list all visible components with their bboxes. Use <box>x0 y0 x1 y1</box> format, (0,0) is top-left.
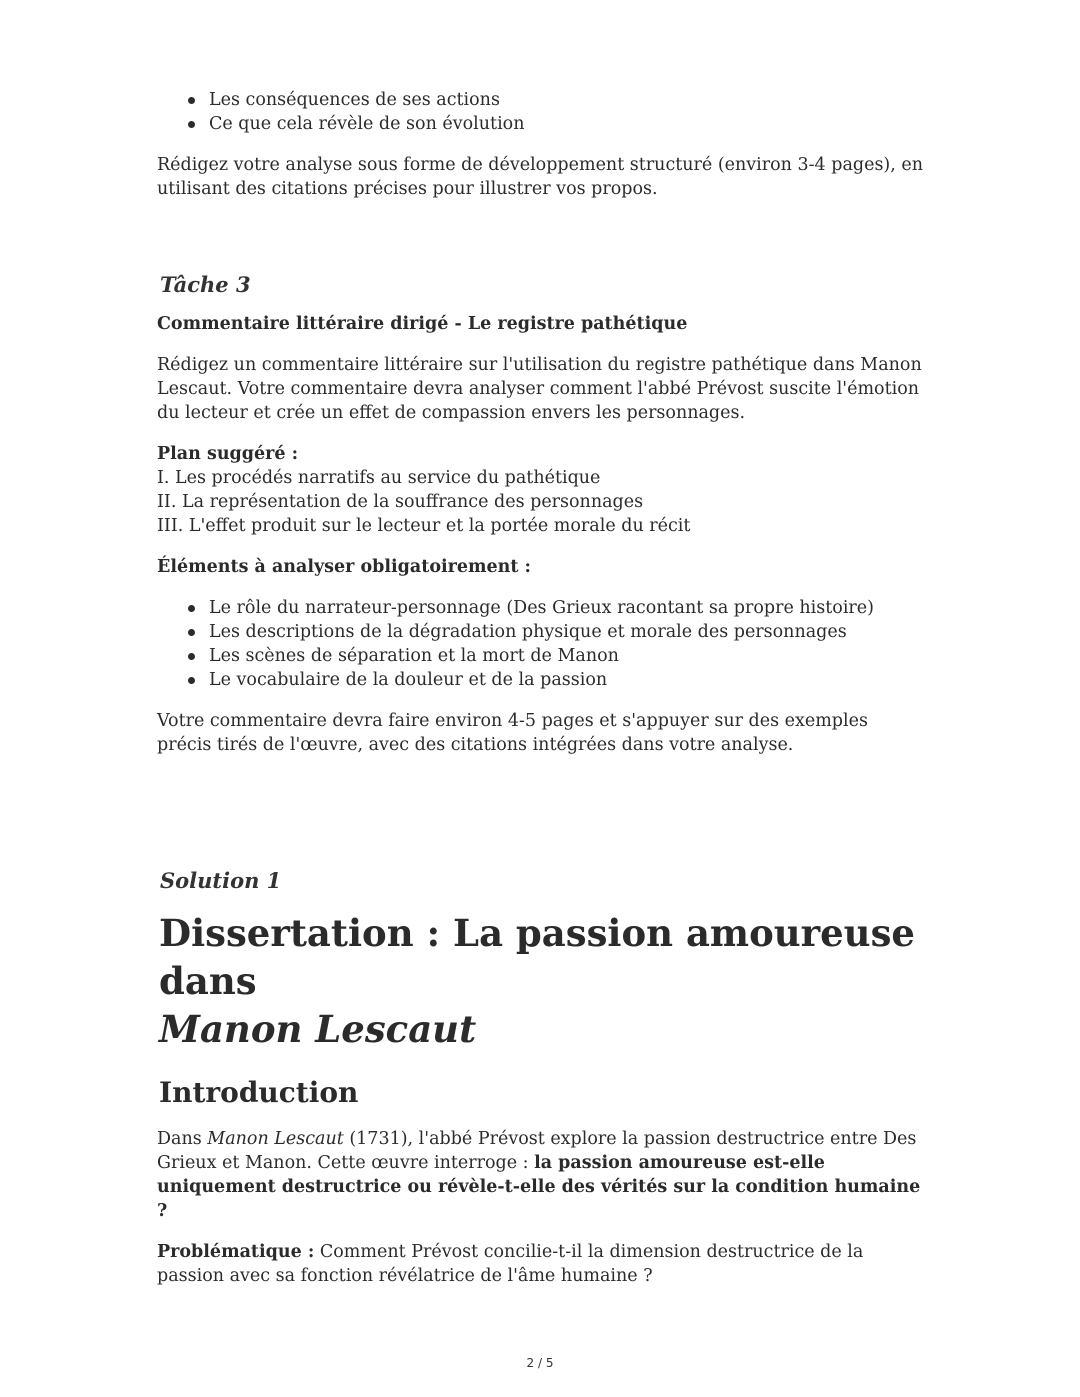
intro-question: la passion amoureuse est-elle uniquement destructrice ou révèle-t-elle des vérités sur la condition humaine ? <box>157 1153 921 1221</box>
plan-label: Plan suggéré : <box>157 444 299 464</box>
page-content <box>157 88 927 1288</box>
solution1-label: Solution 1 <box>160 868 282 893</box>
list-item: Les descriptions de la dégradation physique et morale des personnages <box>209 620 927 644</box>
list-item: Les scènes de séparation et la mort de Manon <box>209 644 927 668</box>
suggested-plan <box>157 442 927 538</box>
dissertation-title-main: Dissertation : La passion amoureuse dans <box>159 911 915 1003</box>
plan-item: III. L'effet produit sur le lecteur et la portée morale du récit <box>157 516 691 536</box>
task3-label: Tâche 3 <box>160 272 251 297</box>
plan-item: I. Les procédés narratifs au service du pathétique <box>157 468 601 488</box>
plan-item: II. La représentation de la souffrance des personnages <box>157 492 644 512</box>
page-number: 2 / 5 <box>526 1356 554 1370</box>
list-item: Le rôle du narrateur-personnage (Des Grieux racontant sa propre histoire) <box>209 596 927 620</box>
elements-list <box>157 596 927 692</box>
task3-title: Commentaire littéraire dirigé - Le registre pathétique <box>157 314 688 334</box>
intro-text: (1731), l'abbé Prévost explore la passion destructrice entre Des Grieux et Manon. Cette œuvre interroge : <box>157 1129 917 1173</box>
introduction-heading: Introduction <box>159 1076 359 1109</box>
intro-text: Dans <box>157 1129 208 1149</box>
list-item: Les conséquences de ses actions <box>209 88 927 112</box>
problematique-label: Problématique : <box>157 1242 315 1262</box>
list-item: Le vocabulaire de la douleur et de la passion <box>209 668 927 692</box>
task3-intro-paragraph: Rédigez un commentaire littéraire sur l'utilisation du registre pathétique dans Manon Lescaut. Votre commentaire devra analyser comment l'abbé Prévost suscite l'émotion du lecteur et crée un effet de compassion envers les personnages. <box>157 355 922 423</box>
elements-label: Éléments à analyser obligatoirement : <box>157 557 532 577</box>
consequences-list <box>157 88 927 136</box>
list-item: Ce que cela révèle de son évolution <box>209 112 927 136</box>
problematique-paragraph <box>157 1240 927 1288</box>
introduction-paragraph <box>157 1127 927 1223</box>
task2-closing-paragraph: Rédigez votre analyse sous forme de développement structuré (environ 3-4 pages), en utilisant des citations précises pour illustrer vos propos. <box>157 155 924 199</box>
intro-work-title: Manon Lescaut <box>207 1129 344 1149</box>
dissertation-title-work: Manon Lescaut <box>159 1007 477 1051</box>
task3-closing-paragraph: Votre commentaire devra faire environ 4-5 pages et s'appuyer sur des exemples précis tirés de l'œuvre, avec des citations intégrées dans votre analyse. <box>157 711 868 755</box>
dissertation-title <box>159 909 927 1053</box>
problematique-text: Comment Prévost concilie-t-il la dimension destructrice de la passion avec sa fonction révélatrice de l'âme humaine ? <box>157 1242 864 1286</box>
